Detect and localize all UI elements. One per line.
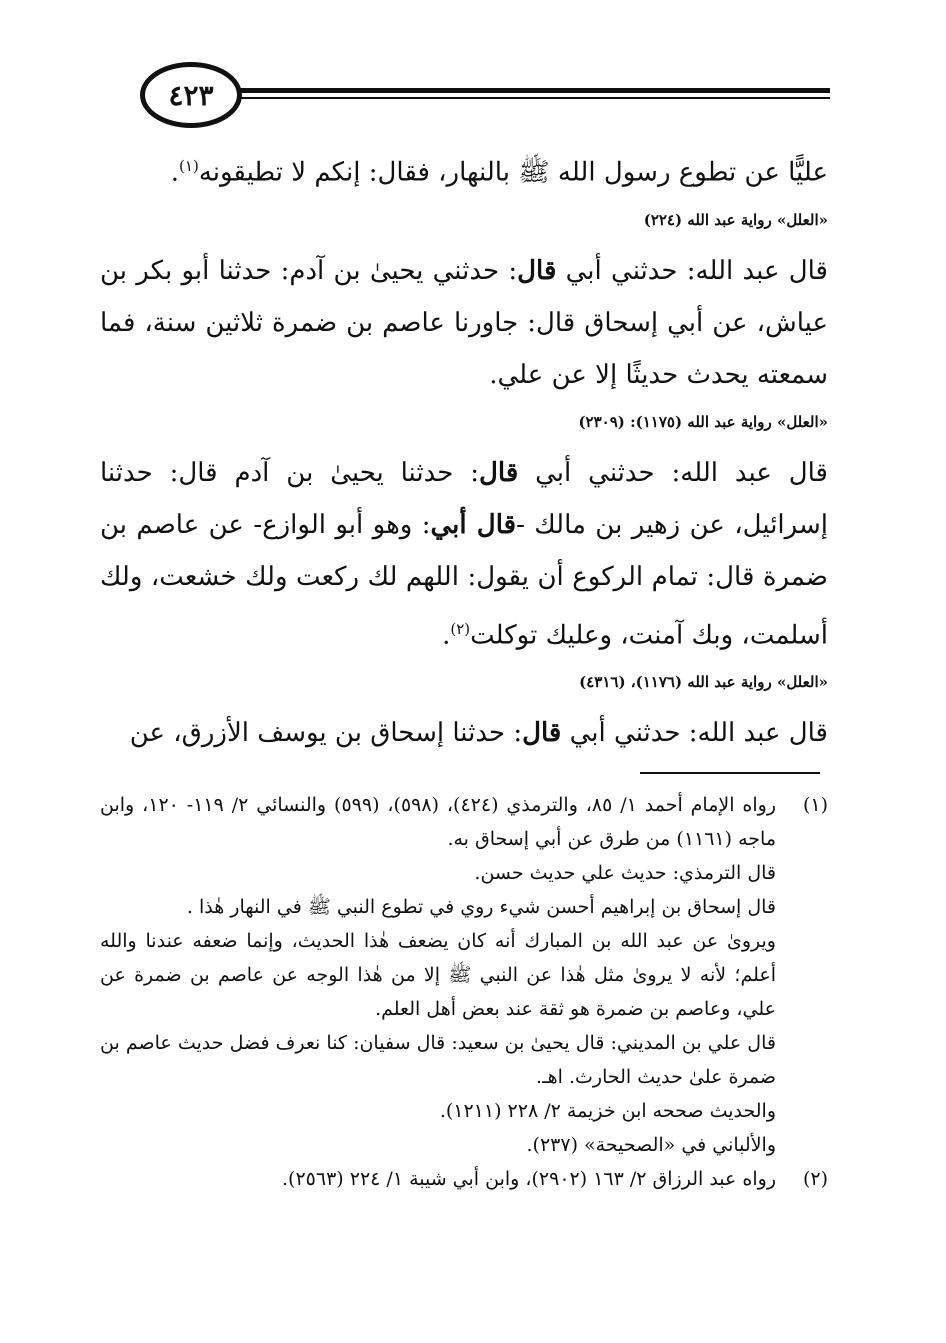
page-header (100, 58, 830, 118)
text-run: قال عبد الله: حدثني أبي (518, 457, 828, 488)
bold-run: قال (517, 255, 557, 286)
footnote-line: رواه عبد الرزاق ٢/ ١٦٣ (٢٩٠٢)، وابن أبي شيبة ١/ ٢٢٤ (٢٥٦٣). (282, 1168, 776, 1190)
footnote-ref-2: (٢) (450, 619, 471, 638)
footnote-line: ويروىٰ عن عبد الله بن المبارك أنه كان يضعف هٰذا الحديث، وإنما ضعفه عندنا والله أعلم؛ لأنه لا يروىٰ مثل هٰذا عن النبي ﷺ إلا من هٰذا الوجه عن عاصم بن ضمرة عن علي، وعاصم بن ضمرة هو ثقة عند بعض أهل العلم. (100, 930, 776, 1020)
text-run: : حدثني يحيىٰ بن آدم: حدثنا أبو بكر بن عياش، عن أبي إسحاق قال: جاورنا عاصم بن ضمرة ثلاثين سنة، فما سمعته يحدث حديثًا إلا عن علي. (100, 255, 828, 390)
text-run: : حدثنا يحيىٰ بن آدم قال: حدثنا إسرائيل، عن زهير بن مالك - (100, 457, 829, 540)
footnote-ref-1: (١) (179, 157, 199, 175)
paragraph-1-text: عليًّا عن تطوع رسول الله ﷺ بالنهار، فقال: إنكم لا تطيقونه (198, 157, 828, 188)
footnote-line: قال الترمذي: حديث علي حديث حسن. (474, 862, 776, 884)
paragraph-1 (100, 140, 828, 199)
paragraph-1-end: . (170, 157, 180, 188)
footnote-line: قال علي بن المديني: قال يحيىٰ بن سعيد: قال سفيان: كنا نعرف فضل حديث عاصم بن ضمرة علىٰ حديث الحارث. اهـ. (100, 1032, 776, 1088)
source-citation-2: «العلل» رواية عبد الله (١١٧٥): (٢٣٠٩) (578, 412, 828, 431)
page-number: ٤٢٣ (140, 62, 242, 128)
footnote-number: (٢) (802, 1168, 828, 1190)
footnote-1 (100, 788, 828, 1162)
footnote-number: (١) (802, 794, 828, 816)
footnote-line: والحديث صححه ابن خزيمة ٢/ ٢٢٨ (١٢١١). (439, 1100, 776, 1122)
footnote-line: رواه الإمام أحمد ١/ ٨٥، والترمذي (٤٢٤)، (٥٩٨)، (٥٩٩) والنسائي ٢/ ١١٩- ١٢٠، وابن ماجه (١١٦١) من طرق عن أبي إسحاق به. (100, 794, 776, 850)
text-run: . (442, 620, 451, 651)
paragraph-4 (100, 707, 828, 759)
footnote-separator (640, 772, 820, 774)
source-citation-3: «العلل» رواية عبد الله (١١٧٦)، (٤٣١٦) (579, 673, 828, 692)
footnotes (100, 788, 828, 1196)
footnote-line: قال إسحاق بن إبراهيم أحسن شيء روي في تطوع النبي ﷺ في النهار هٰذا . (186, 896, 776, 918)
source-citation-1: «العلل» رواية عبد الله (٢٢٤) (643, 210, 828, 229)
main-text (100, 140, 828, 759)
text-run: قال عبد الله: حدثني أبي (556, 255, 828, 286)
header-rule-thin (190, 97, 830, 99)
text-run: : وهو أبو الوازع- عن عاصم بن ضمرة قال: تمام الركوع أن يقول: اللهم لك ركعت ولك خشعت، ولك أسلمت، وبك آمنت، وعليك توكلت (100, 509, 828, 651)
bold-run: قال (479, 457, 519, 488)
footnote-line: والألباني في «الصحيحة» (٢٣٧). (526, 1134, 776, 1156)
bold-run: قال (522, 718, 562, 749)
paragraph-2 (100, 245, 828, 401)
paragraph-3 (100, 447, 828, 662)
header-rule-thick (190, 88, 830, 93)
footnote-2 (100, 1162, 828, 1196)
text-run: : حدثنا إسحاق بن يوسف الأزرق، عن (129, 718, 523, 749)
bold-run: قال أبي (430, 509, 517, 540)
text-run: قال عبد الله: حدثني أبي (561, 718, 828, 749)
